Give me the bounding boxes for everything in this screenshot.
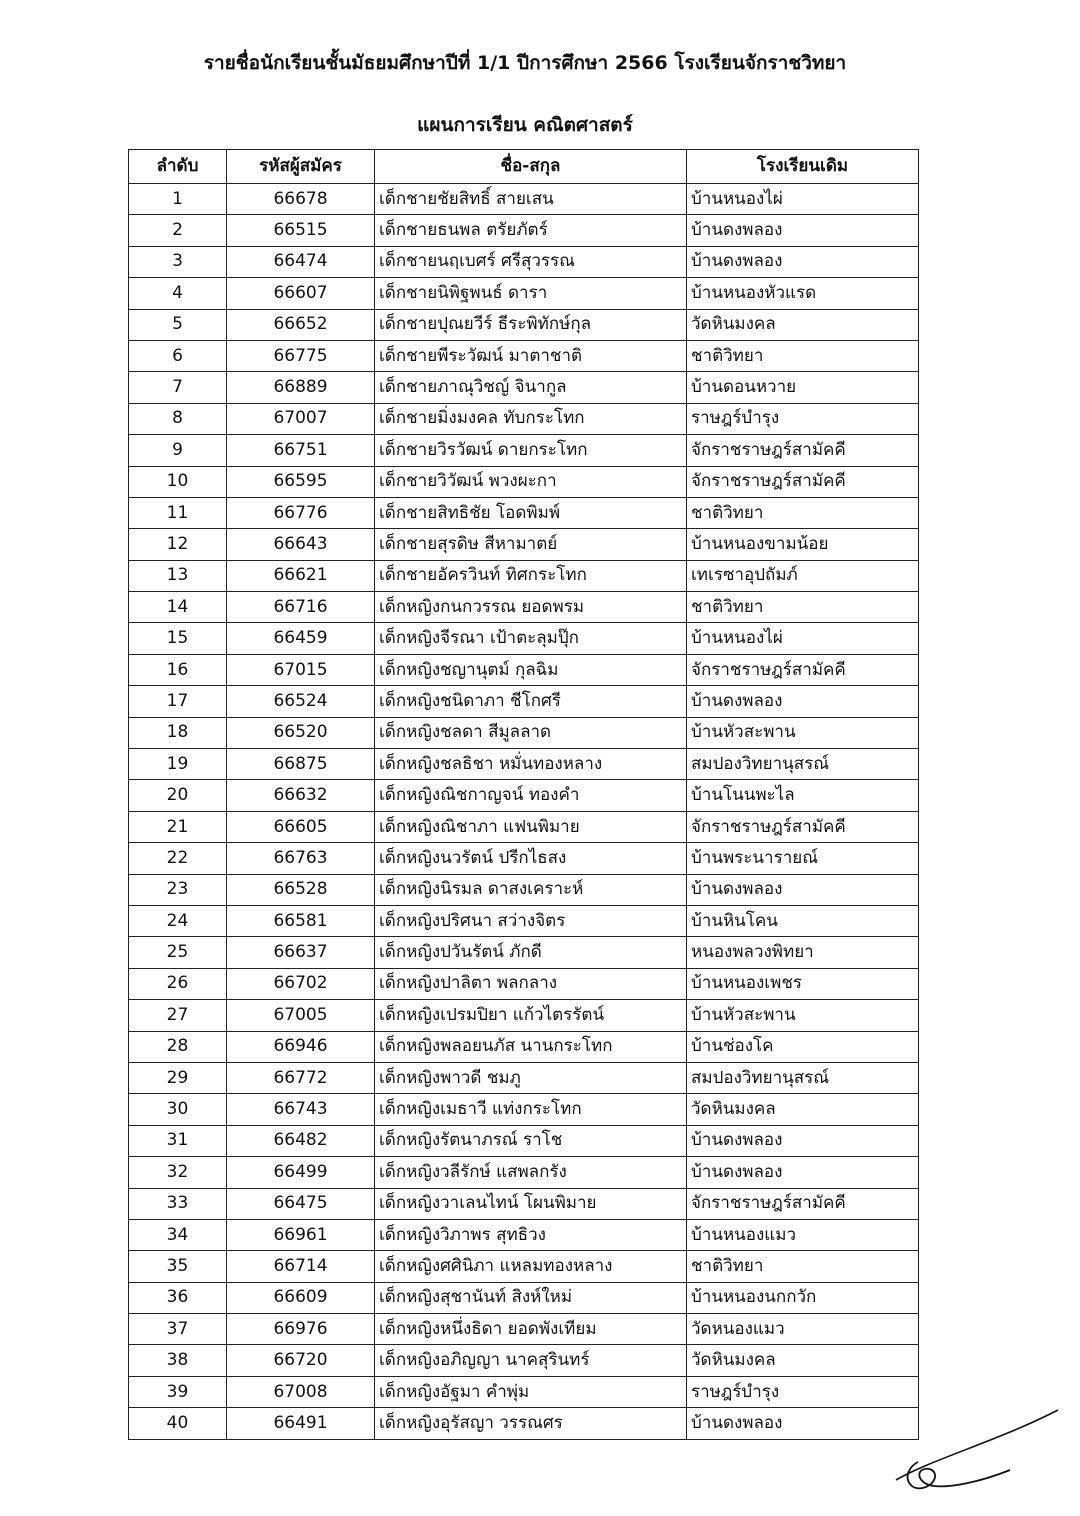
previous-school-cell: บ้านหัวสะพาน xyxy=(687,717,919,748)
student-name-cell: เด็กหญิงอภิญญา นาคสุรินทร์ xyxy=(375,1345,687,1376)
applicant-code-cell: 66776 xyxy=(227,497,375,528)
applicant-code-cell: 66946 xyxy=(227,1031,375,1062)
previous-school-cell: บ้านดงพลอง xyxy=(687,874,919,905)
applicant-code-cell: 66976 xyxy=(227,1314,375,1345)
table-row xyxy=(129,1000,919,1031)
previous-school-cell: ราษฎร์บำรุง xyxy=(687,1376,919,1407)
header-order: ลำดับ xyxy=(129,150,227,184)
order-cell: 7 xyxy=(129,372,227,403)
previous-school-cell: ชาติวิทยา xyxy=(687,497,919,528)
order-cell: 1 xyxy=(129,184,227,215)
table-row xyxy=(129,968,919,999)
table-row xyxy=(129,749,919,780)
student-name-cell: เด็กหญิงเมธาวี แท่งกระโทก xyxy=(375,1094,687,1125)
student-name-cell: เด็กหญิงวาเลนไทน์ โผนพิมาย xyxy=(375,1188,687,1219)
previous-school-cell: จักราชราษฎร์สามัคคี xyxy=(687,811,919,842)
previous-school-cell: บ้านดงพลอง xyxy=(687,1125,919,1156)
applicant-code-cell: 66637 xyxy=(227,937,375,968)
order-cell: 28 xyxy=(129,1031,227,1062)
previous-school-cell: หนองพลวงพิทยา xyxy=(687,937,919,968)
header-applicant-code: รหัสผู้สมัคร xyxy=(227,150,375,184)
order-cell: 25 xyxy=(129,937,227,968)
table-row xyxy=(129,1282,919,1313)
table-row xyxy=(129,1219,919,1250)
applicant-code-cell: 66609 xyxy=(227,1282,375,1313)
order-cell: 39 xyxy=(129,1376,227,1407)
applicant-code-cell: 66775 xyxy=(227,340,375,371)
order-cell: 30 xyxy=(129,1094,227,1125)
order-cell: 35 xyxy=(129,1251,227,1282)
table-row xyxy=(129,1314,919,1345)
table-row xyxy=(129,403,919,434)
previous-school-cell: บ้านหินโคน xyxy=(687,905,919,936)
student-name-cell: เด็กชายวิรวัฒน์ ดายกระโทก xyxy=(375,435,687,466)
order-cell: 8 xyxy=(129,403,227,434)
applicant-code-cell: 66499 xyxy=(227,1157,375,1188)
order-cell: 24 xyxy=(129,905,227,936)
table-row xyxy=(129,1031,919,1062)
student-name-cell: เด็กหญิงวิภาพร สุทธิวง xyxy=(375,1219,687,1250)
previous-school-cell: จักราชราษฎร์สามัคคี xyxy=(687,1188,919,1219)
table-row xyxy=(129,184,919,215)
student-name-cell: เด็กหญิงณิชกาญจน์ ทองคำ xyxy=(375,780,687,811)
applicant-code-cell: 67005 xyxy=(227,1000,375,1031)
table-row xyxy=(129,937,919,968)
student-name-cell: เด็กชายธนพล ตรัยภัตร์ xyxy=(375,215,687,246)
table-row xyxy=(129,435,919,466)
student-name-cell: เด็กหญิงรัตนาภรณ์ ราโช xyxy=(375,1125,687,1156)
previous-school-cell: บ้านพระนารายณ์ xyxy=(687,843,919,874)
order-cell: 10 xyxy=(129,466,227,497)
applicant-code-cell: 66889 xyxy=(227,372,375,403)
student-name-cell: เด็กชายพีระวัฒน์ มาตาชาติ xyxy=(375,340,687,371)
applicant-code-cell: 66961 xyxy=(227,1219,375,1250)
previous-school-cell: บ้านหนองขามน้อย xyxy=(687,529,919,560)
order-cell: 14 xyxy=(129,592,227,623)
table-row xyxy=(129,560,919,591)
previous-school-cell: จักราชราษฎร์สามัคคี xyxy=(687,435,919,466)
order-cell: 34 xyxy=(129,1219,227,1250)
order-cell: 11 xyxy=(129,497,227,528)
order-cell: 40 xyxy=(129,1408,227,1439)
student-name-cell: เด็กหญิงอุรัสญา วรรณศร xyxy=(375,1408,687,1439)
student-name-cell: เด็กหญิงวลีรักษ์ แสพลกรัง xyxy=(375,1157,687,1188)
order-cell: 12 xyxy=(129,529,227,560)
applicant-code-cell: 66714 xyxy=(227,1251,375,1282)
table-row xyxy=(129,717,919,748)
order-cell: 18 xyxy=(129,717,227,748)
table-row xyxy=(129,686,919,717)
order-cell: 17 xyxy=(129,686,227,717)
table-row xyxy=(129,215,919,246)
order-cell: 2 xyxy=(129,215,227,246)
table-row xyxy=(129,905,919,936)
student-name-cell: เด็กชายมิ่งมงคล ทับกระโทก xyxy=(375,403,687,434)
order-cell: 37 xyxy=(129,1314,227,1345)
table-row xyxy=(129,529,919,560)
applicant-code-cell: 66632 xyxy=(227,780,375,811)
order-cell: 31 xyxy=(129,1125,227,1156)
applicant-code-cell: 66875 xyxy=(227,749,375,780)
table-row xyxy=(129,372,919,403)
previous-school-cell: จักราชราษฎร์สามัคคี xyxy=(687,466,919,497)
table-row xyxy=(129,1345,919,1376)
applicant-code-cell: 66475 xyxy=(227,1188,375,1219)
table-row xyxy=(129,874,919,905)
previous-school-cell: สมปองวิทยานุสรณ์ xyxy=(687,749,919,780)
table-body xyxy=(129,184,919,1440)
previous-school-cell: บ้านดงพลอง xyxy=(687,215,919,246)
student-name-cell: เด็กหญิงนวรัตน์ ปรีกไธสง xyxy=(375,843,687,874)
order-cell: 9 xyxy=(129,435,227,466)
order-cell: 3 xyxy=(129,246,227,277)
student-name-cell: เด็กชายอัครวินท์ ทิศกระโทก xyxy=(375,560,687,591)
previous-school-cell: วัดหินมงคล xyxy=(687,1094,919,1125)
table-row xyxy=(129,1062,919,1093)
order-cell: 32 xyxy=(129,1157,227,1188)
order-cell: 5 xyxy=(129,309,227,340)
applicant-code-cell: 67007 xyxy=(227,403,375,434)
study-plan-subtitle: แผนการเรียน คณิตศาสตร์ xyxy=(417,114,633,136)
student-name-cell: เด็กหญิงกนกวรรณ ยอดพรม xyxy=(375,592,687,623)
order-cell: 22 xyxy=(129,843,227,874)
previous-school-cell: วัดหินมงคล xyxy=(687,1345,919,1376)
applicant-code-cell: 66528 xyxy=(227,874,375,905)
student-name-cell: เด็กชายสิทธิชัย โอดพิมพ์ xyxy=(375,497,687,528)
table-row xyxy=(129,592,919,623)
table-row xyxy=(129,340,919,371)
applicant-code-cell: 66743 xyxy=(227,1094,375,1125)
table-header-row xyxy=(129,150,919,184)
student-name-cell: เด็กหญิงพลอยนภัส นานกระโทก xyxy=(375,1031,687,1062)
table-row xyxy=(129,654,919,685)
table-row xyxy=(129,1157,919,1188)
applicant-code-cell: 66720 xyxy=(227,1345,375,1376)
student-name-cell: เด็กชายสุรดิษ สีหามาตย์ xyxy=(375,529,687,560)
order-cell: 13 xyxy=(129,560,227,591)
table-row xyxy=(129,843,919,874)
previous-school-cell: บ้านดงพลอง xyxy=(687,246,919,277)
applicant-code-cell: 66621 xyxy=(227,560,375,591)
applicant-code-cell: 66524 xyxy=(227,686,375,717)
applicant-code-cell: 66652 xyxy=(227,309,375,340)
table-row xyxy=(129,1125,919,1156)
applicant-code-cell: 66491 xyxy=(227,1408,375,1439)
order-cell: 38 xyxy=(129,1345,227,1376)
previous-school-cell: บ้านหนองไผ่ xyxy=(687,184,919,215)
student-name-cell: เด็กหญิงพาวดี ชมภู xyxy=(375,1062,687,1093)
previous-school-cell: บ้านดอนหวาย xyxy=(687,372,919,403)
student-name-cell: เด็กหญิงนิรมล ดาสงเคราะห์ xyxy=(375,874,687,905)
student-roster-table xyxy=(128,149,919,1440)
header-full-name: ชื่อ-สกุล xyxy=(375,150,687,184)
previous-school-cell: จักราชราษฎร์สามัคคี xyxy=(687,654,919,685)
previous-school-cell: บ้านดงพลอง xyxy=(687,1157,919,1188)
student-name-cell: เด็กชายปุณยวีร์ ธีระพิทักษ์กุล xyxy=(375,309,687,340)
order-cell: 21 xyxy=(129,811,227,842)
previous-school-cell: ราษฎร์บำรุง xyxy=(687,403,919,434)
applicant-code-cell: 66482 xyxy=(227,1125,375,1156)
applicant-code-cell: 66763 xyxy=(227,843,375,874)
student-name-cell: เด็กหญิงจีรณา เป้าตะลุมปุ๊ก xyxy=(375,623,687,654)
table-row xyxy=(129,466,919,497)
header-previous-school: โรงเรียนเดิม xyxy=(687,150,919,184)
previous-school-cell: ชาติวิทยา xyxy=(687,592,919,623)
order-cell: 26 xyxy=(129,968,227,999)
previous-school-cell: วัดหินมงคล xyxy=(687,309,919,340)
table-row xyxy=(129,780,919,811)
applicant-code-cell: 66515 xyxy=(227,215,375,246)
applicant-code-cell: 66595 xyxy=(227,466,375,497)
applicant-code-cell: 67015 xyxy=(227,654,375,685)
applicant-code-cell: 67008 xyxy=(227,1376,375,1407)
applicant-code-cell: 66751 xyxy=(227,435,375,466)
table-row xyxy=(129,309,919,340)
order-cell: 20 xyxy=(129,780,227,811)
order-cell: 23 xyxy=(129,874,227,905)
previous-school-cell: บ้านหัวสะพาน xyxy=(687,1000,919,1031)
order-cell: 4 xyxy=(129,278,227,309)
student-name-cell: เด็กชายวิวัฒน์ พวงผะกา xyxy=(375,466,687,497)
previous-school-cell: ชาติวิทยา xyxy=(687,340,919,371)
student-name-cell: เด็กหญิงปวันรัตน์ ภักดี xyxy=(375,937,687,968)
table-row xyxy=(129,1376,919,1407)
applicant-code-cell: 66716 xyxy=(227,592,375,623)
student-name-cell: เด็กหญิงสุชานันท์ สิงห์ใหม่ xyxy=(375,1282,687,1313)
applicant-code-cell: 66772 xyxy=(227,1062,375,1093)
student-name-cell: เด็กหญิงณิชาภา แฟนพิมาย xyxy=(375,811,687,842)
order-cell: 19 xyxy=(129,749,227,780)
previous-school-cell: บ้านโนนพะไล xyxy=(687,780,919,811)
student-name-cell: เด็กหญิงศศินิภา แหลมทองหลาง xyxy=(375,1251,687,1282)
document-title: รายชื่อนักเรียนชั้นมัธยมศึกษาปีที่ 1/1 ปีการศึกษา 2566 โรงเรียนจักราชวิทยา xyxy=(203,52,847,74)
table-row xyxy=(129,1188,919,1219)
previous-school-cell: บ้านหนองแมว xyxy=(687,1219,919,1250)
student-name-cell: เด็กชายชัยสิทธิ์ สายเสน xyxy=(375,184,687,215)
previous-school-cell: เทเรซาอุปถัมภ์ xyxy=(687,560,919,591)
table-row xyxy=(129,623,919,654)
previous-school-cell: บ้านช่องโค xyxy=(687,1031,919,1062)
student-name-cell: เด็กหญิงชนิดาภา ชีโกศรี xyxy=(375,686,687,717)
table-row xyxy=(129,1251,919,1282)
table-row xyxy=(129,1094,919,1125)
previous-school-cell: บ้านดงพลอง xyxy=(687,1408,919,1439)
student-name-cell: เด็กหญิงหนึ่งธิดา ยอดพังเทียม xyxy=(375,1314,687,1345)
table-row xyxy=(129,246,919,277)
previous-school-cell: บ้านดงพลอง xyxy=(687,686,919,717)
table-row xyxy=(129,278,919,309)
previous-school-cell: บ้านหนองนกกวัก xyxy=(687,1282,919,1313)
table-row xyxy=(129,811,919,842)
order-cell: 6 xyxy=(129,340,227,371)
applicant-code-cell: 66678 xyxy=(227,184,375,215)
student-name-cell: เด็กชายนฤเบศร์ ศรีสุวรรณ xyxy=(375,246,687,277)
order-cell: 27 xyxy=(129,1000,227,1031)
applicant-code-cell: 66459 xyxy=(227,623,375,654)
student-name-cell: เด็กหญิงปาลิตา พลกลาง xyxy=(375,968,687,999)
student-name-cell: เด็กหญิงอัฐมา คำพุ่ม xyxy=(375,1376,687,1407)
order-cell: 29 xyxy=(129,1062,227,1093)
order-cell: 16 xyxy=(129,654,227,685)
applicant-code-cell: 66581 xyxy=(227,905,375,936)
applicant-code-cell: 66607 xyxy=(227,278,375,309)
student-name-cell: เด็กหญิงชญานุตม์ กุลฉิม xyxy=(375,654,687,685)
previous-school-cell: วัดหนองแมว xyxy=(687,1314,919,1345)
previous-school-cell: บ้านหนองหัวแรด xyxy=(687,278,919,309)
previous-school-cell: บ้านหนองเพชร xyxy=(687,968,919,999)
student-name-cell: เด็กหญิงชลดา สีมูลลาด xyxy=(375,717,687,748)
table-row xyxy=(129,497,919,528)
previous-school-cell: บ้านหนองไผ่ xyxy=(687,623,919,654)
signature xyxy=(890,1400,1070,1500)
student-name-cell: เด็กชายภาณุวิชญ์ จินากูล xyxy=(375,372,687,403)
applicant-code-cell: 66605 xyxy=(227,811,375,842)
student-name-cell: เด็กชายนิพิฐพนธ์ ดารา xyxy=(375,278,687,309)
order-cell: 15 xyxy=(129,623,227,654)
applicant-code-cell: 66520 xyxy=(227,717,375,748)
applicant-code-cell: 66702 xyxy=(227,968,375,999)
previous-school-cell: สมปองวิทยานุสรณ์ xyxy=(687,1062,919,1093)
table-row xyxy=(129,1408,919,1439)
order-cell: 36 xyxy=(129,1282,227,1313)
student-name-cell: เด็กหญิงปริศนา สว่างจิตร xyxy=(375,905,687,936)
order-cell: 33 xyxy=(129,1188,227,1219)
applicant-code-cell: 66474 xyxy=(227,246,375,277)
student-name-cell: เด็กหญิงชลธิชา หมั่นทองหลาง xyxy=(375,749,687,780)
previous-school-cell: ชาติวิทยา xyxy=(687,1251,919,1282)
student-name-cell: เด็กหญิงเปรมปิยา แก้วไตรรัตน์ xyxy=(375,1000,687,1031)
applicant-code-cell: 66643 xyxy=(227,529,375,560)
